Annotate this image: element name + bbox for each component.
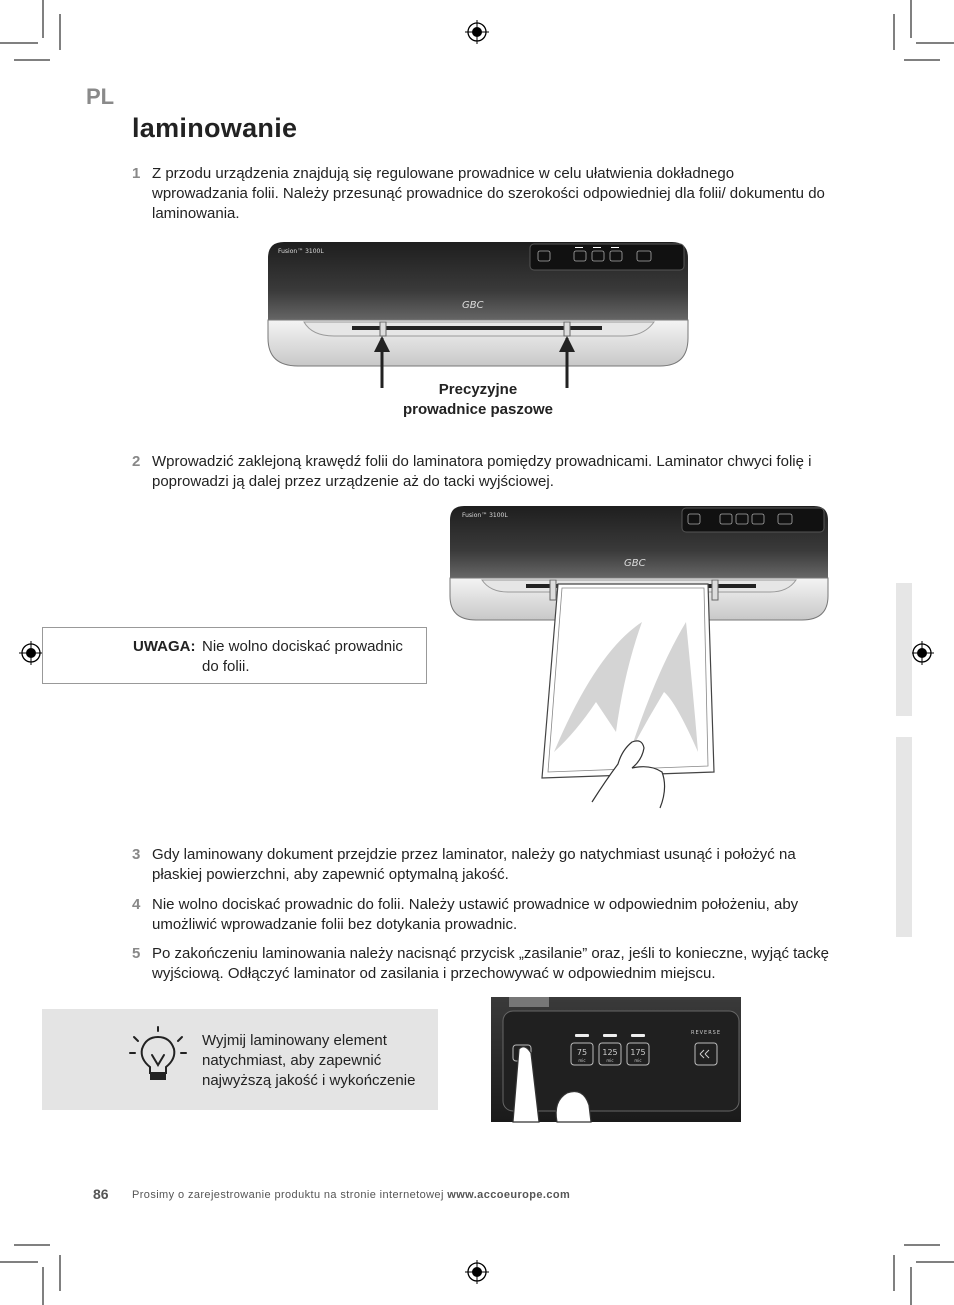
note-label: UWAGA: <box>133 638 196 655</box>
brand-logo: GBC <box>462 300 484 311</box>
unit-label: mic <box>634 1058 642 1063</box>
brand-logo: GBC <box>624 558 646 569</box>
step-number: 1 <box>132 165 141 182</box>
temp-175-label: 175 <box>630 1048 646 1057</box>
step-text: Nie wolno dociskać prowadnic do folii. Należy ustawić prowadnice w odpowiednim położeniu, aby umożliwić wprowadzanie folii bez dotykania prowadnic. <box>152 896 799 933</box>
registration-mark-bottom <box>465 1260 489 1284</box>
registration-mark-top <box>465 20 489 44</box>
step-4 <box>132 895 832 935</box>
laminator-illustration-feeding <box>446 502 836 812</box>
tip-box <box>42 1009 438 1110</box>
model-label: Fusion™ 3100L <box>462 512 508 519</box>
footer-text: Prosimy o zarejestrowanie produktu na stronie internetowej www.accoeurope.com <box>132 1189 571 1201</box>
step-number: 5 <box>132 945 141 962</box>
note-text-line2: do folii. <box>202 658 250 675</box>
step-number: 3 <box>132 846 141 863</box>
registration-mark-right <box>910 641 934 665</box>
language-code: PL <box>86 84 115 109</box>
step-text: Po zakończeniu laminowania należy nacisnąć przycisk „zasilanie” oraz, jeśli to konieczne, wyjąć tackę wyjściową. Odłączyć laminator od zasilania i przechowywać w odpowiednim miejscu. <box>152 945 829 982</box>
temp-75-label: 75 <box>576 1048 588 1057</box>
footer-url[interactable]: www.accoeurope.com <box>447 1189 571 1201</box>
unit-label: mic <box>606 1058 614 1063</box>
tip-text: Wyjmij laminowany element natychmiast, aby zapewnić najwyższą jakość i wykończenie <box>202 1032 416 1089</box>
step-number: 2 <box>132 453 141 470</box>
step-text: Z przodu urządzenia znajdują się regulowane prowadnice w celu ułatwienia dokładnego wprowadzania folii. Należy przesunąć prowadnice do szerokości odpowiedniej dla folii/ dokumentu do laminowania. <box>152 165 825 222</box>
step-5 <box>132 944 832 984</box>
side-tab-upper <box>896 583 912 716</box>
page-number: 86 <box>93 1186 109 1202</box>
step-2 <box>132 452 832 492</box>
model-label: Fusion™ 3100L <box>278 248 324 255</box>
step-text: Gdy laminowany dokument przejdzie przez laminator, należy go natychmiast usunąć i położyć na płaskiej powierzchni, aby zapewnić optymalną jakość. <box>152 846 796 883</box>
unit-label: mic <box>578 1058 586 1063</box>
temp-125-label: 125 <box>602 1048 618 1057</box>
step-text: Wprowadzić zaklejoną krawędź folii do laminatora pomiędzy prowadnicami. Laminator chwyci folię i poprowadzi ją dalej przez urządzenie aż do tacki wyjściowej. <box>152 453 812 490</box>
page-title: laminowanie <box>132 113 298 143</box>
side-tab-lower <box>896 737 912 937</box>
note-text-line1: Nie wolno dociskać prowadnic <box>202 638 403 655</box>
reverse-label: REVERSE <box>690 1030 722 1036</box>
control-panel-illustration <box>491 997 741 1122</box>
registration-mark-left <box>19 641 43 665</box>
lightbulb-icon <box>130 1027 190 1087</box>
laminator-illustration-guides <box>264 238 694 388</box>
step-1 <box>132 164 832 224</box>
step-3 <box>132 845 832 885</box>
guides-caption: Precyzyjne prowadnice paszowe <box>402 381 554 418</box>
step-number: 4 <box>132 896 141 913</box>
warning-note <box>42 627 427 684</box>
